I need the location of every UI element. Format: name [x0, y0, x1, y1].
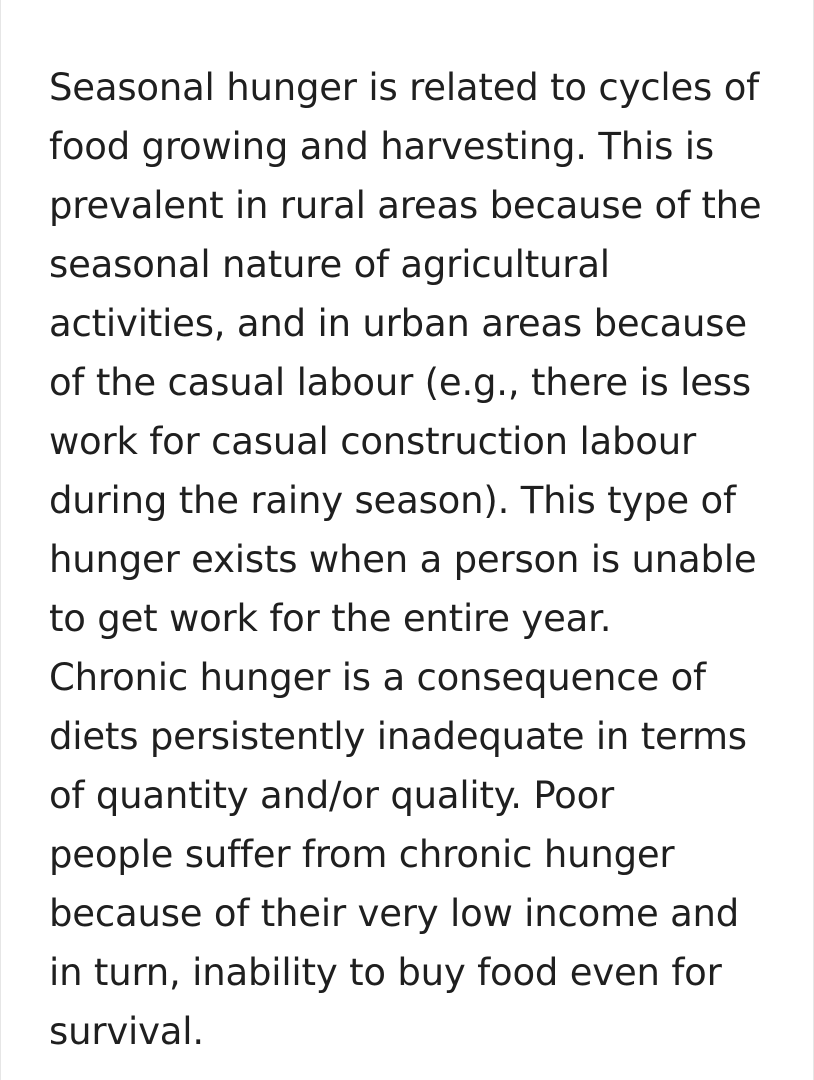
- text-line: work for casual construction labour: [49, 420, 696, 463]
- text-line: survival.: [49, 1010, 204, 1053]
- text-line: in turn, inability to buy food even for: [49, 951, 722, 994]
- text-line: people suffer from chronic hunger: [49, 833, 675, 876]
- text-line: activities, and in urban areas because: [49, 302, 747, 345]
- text-line: to get work for the entire year.: [49, 597, 612, 640]
- text-line: seasonal nature of agricultural: [49, 243, 610, 286]
- text-line: Chronic hunger is a consequence of: [49, 656, 706, 699]
- text-line: of quantity and/or quality. Poor: [49, 774, 615, 817]
- text-line: of the casual labour (e.g., there is less: [49, 361, 751, 404]
- text-line: food growing and harvesting. This is: [49, 125, 714, 168]
- text-passage: [49, 58, 779, 1061]
- text-line: hunger exists when a person is unable: [49, 538, 757, 581]
- text-line: because of their very low income and: [49, 892, 740, 935]
- text-line: prevalent in rural areas because of the: [49, 184, 762, 227]
- text-line: during the rainy season). This type of: [49, 479, 736, 522]
- text-line: Seasonal hunger is related to cycles of: [49, 66, 759, 109]
- text-line: diets persistently inadequate in terms: [49, 715, 747, 758]
